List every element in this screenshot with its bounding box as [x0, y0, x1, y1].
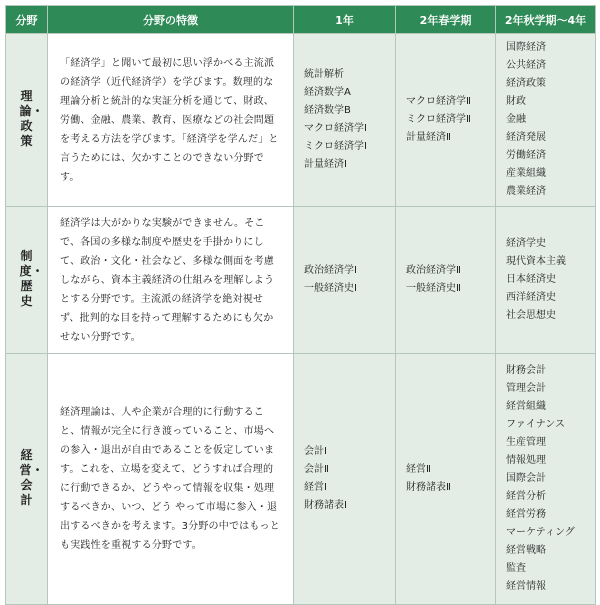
header-year2-fall-4: 2年秋学期～4年: [496, 6, 596, 34]
course-item: 労働経済: [506, 150, 546, 161]
table-row: [6, 34, 596, 207]
course-list: [406, 93, 487, 147]
feature-cell: [48, 354, 294, 605]
course-item: ファイナンス: [506, 419, 565, 430]
course-item: 財務諸表Ⅱ: [406, 482, 451, 493]
course-item: 経営Ⅱ: [406, 464, 431, 475]
course-item: ミクロ経済学Ⅰ: [304, 141, 367, 152]
course-item: 会計Ⅰ: [304, 446, 327, 457]
course-item: 産業組織: [506, 168, 546, 179]
course-item: 経済学史: [506, 238, 546, 249]
course-item: マーケティング: [506, 527, 575, 538]
course-item: 金融: [506, 114, 526, 125]
year2-spring-cell: [396, 354, 496, 605]
year1-cell: [294, 34, 396, 207]
feature-cell: [48, 207, 294, 354]
course-item: 管理会計: [506, 383, 546, 394]
course-list: [304, 262, 387, 298]
course-list: [406, 262, 487, 298]
header-row: [6, 6, 596, 34]
course-item: 経営労務: [506, 509, 546, 520]
feature-text: 「経済学」と聞いて最初に思い浮かべる主流派の経済学（近代経済学）を学びます。数理的な理論分析と統計的な実証分析を通じて、財政、労働、金融、農業、教育、医療などの社会問題を考える方法を学びます。「経済学を学んだ」と言うためには、欠かすことのできない分野です。: [60, 57, 279, 183]
course-item: 経営組織: [506, 401, 546, 412]
table-row: [6, 354, 596, 605]
year1-cell: [294, 207, 396, 354]
course-item: 西洋経済史: [506, 292, 556, 303]
course-item: 監査: [506, 563, 526, 574]
year2-spring-cell: [396, 34, 496, 207]
header-year1: 1年: [294, 6, 396, 34]
course-list: [506, 362, 587, 596]
header-year2-spring: 2年春学期: [396, 6, 496, 34]
course-item: 現代資本主義: [506, 256, 566, 267]
table-row: [6, 207, 596, 354]
course-item: 経営Ⅰ: [304, 482, 327, 493]
course-item: 政治経済学Ⅱ: [406, 265, 461, 276]
feature-text: 経済理論は、人や企業が合理的に行動すること、情報が完全に行き渡っていること、市場への参入・退出が自由であることを仮定しています。これを、立場を変えて、どうすれば合理的に行動できるか、どうやって情報を収集・処理するべきか、いつ、どう やって市場に参入・退出するべきかを考えます。3分野の中ではもっとも実践性を重視する分野です。: [60, 407, 280, 551]
year2-fall-4-cell: [496, 34, 596, 207]
course-item: 計量経済Ⅱ: [406, 132, 451, 143]
feature-text: 経済学は大がかりな実験ができません。そこで、各国の多様な制度や歴史を手掛かりにして、政治・文化・社会など、多様な側面を考慮しながら、資本主義経済の仕組みを理解しようとする分野です。主流派の経済学を絶対視せず、批判的な目を持って理解するためにも欠かせない分野です。: [60, 217, 275, 343]
year2-fall-4-cell: [496, 354, 596, 605]
course-item: 情報処理: [506, 455, 546, 466]
field-label: 理論・政策: [19, 88, 44, 148]
course-item: 財務会計: [506, 365, 546, 376]
course-item: 経済数学A: [304, 87, 351, 98]
course-list: [506, 39, 587, 201]
course-item: 経済数学B: [304, 105, 351, 116]
course-item: 計量経済Ⅰ: [304, 159, 347, 170]
course-item: 農業経済: [506, 186, 546, 197]
course-item: 経営情報: [506, 581, 546, 592]
field-cell: [6, 34, 48, 207]
course-list: [304, 443, 387, 515]
field-cell: [6, 207, 48, 354]
course-item: 政治経済学Ⅰ: [304, 265, 357, 276]
course-item: 国際会計: [506, 473, 546, 484]
course-item: 生産管理: [506, 437, 546, 448]
course-item: 一般経済史Ⅰ: [304, 283, 357, 294]
course-item: 社会思想史: [506, 310, 556, 321]
course-item: ミクロ経済学Ⅱ: [406, 114, 471, 125]
field-label: 経営・会計: [19, 447, 44, 507]
course-item: 日本経済史: [506, 274, 556, 285]
field-cell: [6, 354, 48, 605]
course-item: 財政: [506, 96, 526, 107]
course-item: 経済政策: [506, 78, 546, 89]
course-item: 財務諸表Ⅰ: [304, 500, 347, 511]
field-label: 制度・歴史: [19, 248, 44, 308]
course-list: [406, 461, 487, 497]
header-feature: 分野の特徴: [48, 6, 294, 34]
course-list: [304, 66, 387, 174]
course-item: マクロ経済学Ⅱ: [406, 96, 471, 107]
course-item: 経営戦略: [506, 545, 546, 556]
course-list: [506, 235, 587, 325]
feature-cell: [48, 34, 294, 207]
course-item: 経済発展: [506, 132, 546, 143]
course-item: 公共経済: [506, 60, 546, 71]
year1-cell: [294, 354, 396, 605]
curriculum-table: [5, 5, 596, 605]
course-item: 国際経済: [506, 42, 546, 53]
year2-fall-4-cell: [496, 207, 596, 354]
year2-spring-cell: [396, 207, 496, 354]
course-item: 統計解析: [304, 69, 344, 80]
header-field: 分野: [6, 6, 48, 34]
course-item: マクロ経済学Ⅰ: [304, 123, 367, 134]
course-item: 会計Ⅱ: [304, 464, 329, 475]
course-item: 経営分析: [506, 491, 546, 502]
course-item: 一般経済史Ⅱ: [406, 283, 461, 294]
